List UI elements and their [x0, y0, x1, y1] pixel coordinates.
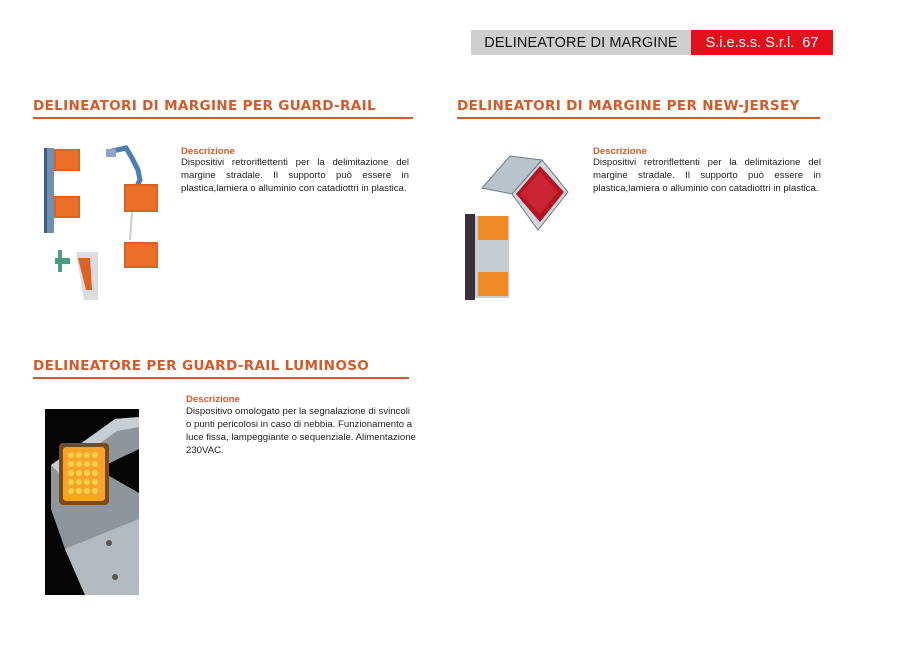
company-name: S.i.e.s.s. S.r.l. — [705, 34, 795, 51]
section-title-guard-rail: DELINEATORI DI MARGINE PER GUARD-RAIL — [33, 98, 376, 114]
luminous-guard-rail-image — [45, 409, 139, 595]
section-divider — [457, 117, 820, 119]
description-text: Dispositivi retroriflettenti per la delimitazione del margine stradale. Il supporto può essere in plastica,lamiera o alluminio con catadiottri in plastica. — [181, 157, 409, 194]
section-title-luminoso: DELINEATORE PER GUARD-RAIL LUMINOSO — [33, 358, 370, 374]
description-heading: Descrizione — [593, 146, 647, 157]
description-heading: Descrizione — [186, 394, 240, 405]
guard-rail-delineators-image — [40, 140, 165, 305]
description-text: Dispositivi retroriflettenti per la delimitazione del margine stradale. Il supporto può essere in plastica,lamiera o alluminio con catadiottri in plastica. — [593, 157, 821, 194]
section-title-new-jersey: DELINEATORI DI MARGINE PER NEW-JERSEY — [457, 98, 800, 114]
section-divider — [33, 117, 413, 119]
description-text: Dispositivo omologato per la segnalazione di svincoli o punti pericolosi in caso di nebbia. Funzionamento a luce fissa, lampeggiante o sequenziale. Alimentazione 230VAC. — [186, 406, 416, 456]
description-heading: Descrizione — [181, 146, 235, 157]
header-company-page — [691, 30, 833, 55]
page-number: 67 — [802, 34, 819, 51]
header-section-label: DELINEATORE DI MARGINE — [471, 30, 691, 55]
new-jersey-delineators-image — [462, 150, 577, 305]
section-divider — [33, 377, 409, 379]
